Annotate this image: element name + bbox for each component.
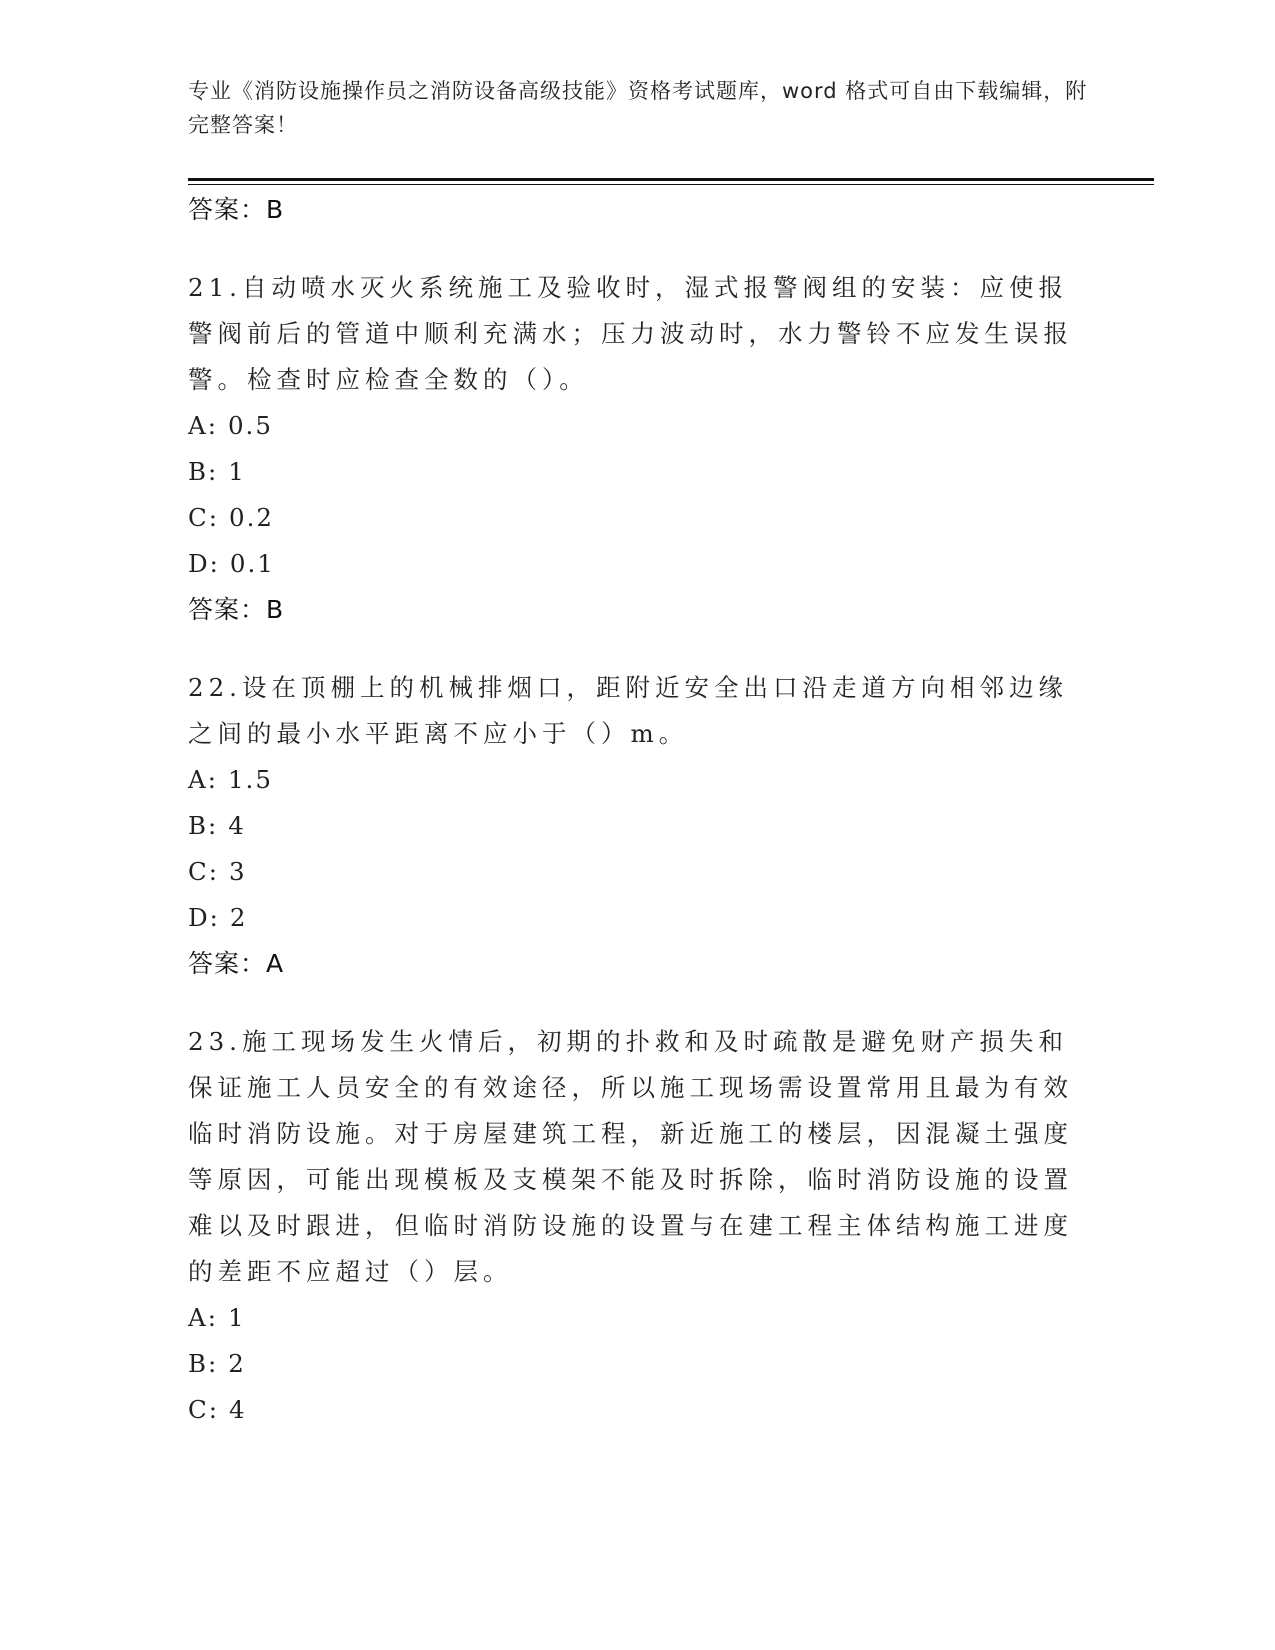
option-a — [188, 403, 1088, 449]
option-label: C: — [188, 1395, 220, 1424]
option-c — [188, 1387, 1088, 1433]
answer-line: 答案：B — [188, 595, 285, 624]
header-divider-thin — [188, 184, 1154, 185]
option-label: D: — [188, 549, 220, 578]
document-header: 专业《消防设施操作员之消防设备高级技能》资格考试题库，word 格式可自由下载编辑，附完整答案！ — [188, 79, 1088, 137]
option-value: 2 — [229, 903, 248, 932]
option-value: 1 — [227, 1303, 246, 1332]
option-value: 1 — [228, 457, 246, 486]
question-text: 23.施工现场发生火情后，初期的扑救和及时疏散是避免财产损失和保证施工人员安全的有效途径，所以施工现场需设置常用且最为有效临时消防设施。对于房屋建筑工程，新近施工的楼层，因混凝土强度等原因，可能出现模板及支模架不能及时拆除，临时消防设施的设置难以及时跟进，但临时消防设施的设置与在建工程主体结构施工进度的差距不应超过（）层。 — [188, 1027, 1073, 1286]
header-divider-thick — [188, 178, 1154, 181]
option-value: 1.5 — [227, 765, 273, 794]
question-text: 21.自动喷水灭火系统施工及验收时，湿式报警阀组的安装：应使报警阀前后的管道中顺利充满水；压力波动时，水力警铃不应发生误报警。检查时应检查全数的（）。 — [188, 273, 1073, 394]
option-label: B: — [188, 457, 219, 486]
option-label: B: — [188, 1349, 219, 1378]
option-value: 3 — [229, 857, 247, 886]
option-a — [188, 1295, 1088, 1341]
option-label: D: — [188, 903, 220, 932]
question-block — [188, 265, 1088, 633]
option-b — [188, 803, 1088, 849]
question-list — [188, 187, 1088, 1433]
option-label: C: — [188, 857, 220, 886]
option-b — [188, 449, 1088, 495]
option-c — [188, 495, 1088, 541]
option-a — [188, 757, 1088, 803]
option-d — [188, 541, 1088, 587]
option-b — [188, 1341, 1088, 1387]
question-block — [188, 1019, 1088, 1433]
option-label: A: — [188, 1303, 218, 1332]
option-d — [188, 895, 1088, 941]
answer-line: 答案：A — [188, 949, 285, 978]
option-label: A: — [188, 765, 218, 794]
option-value: 0.5 — [227, 411, 273, 440]
option-value: 0.1 — [229, 549, 275, 578]
option-label: A: — [188, 411, 218, 440]
option-value: 4 — [228, 811, 246, 840]
question-block — [188, 665, 1088, 987]
answer-line: 答案：B — [188, 195, 285, 224]
option-value: 2 — [228, 1349, 246, 1378]
option-label: C: — [188, 503, 220, 532]
option-label: B: — [188, 811, 219, 840]
option-value: 0.2 — [229, 503, 274, 532]
question-text: 22.设在顶棚上的机械排烟口，距附近安全出口沿走道方向相邻边缘之间的最小水平距离不应小于（）m。 — [188, 673, 1068, 748]
option-c — [188, 849, 1088, 895]
option-value: 4 — [229, 1395, 247, 1424]
